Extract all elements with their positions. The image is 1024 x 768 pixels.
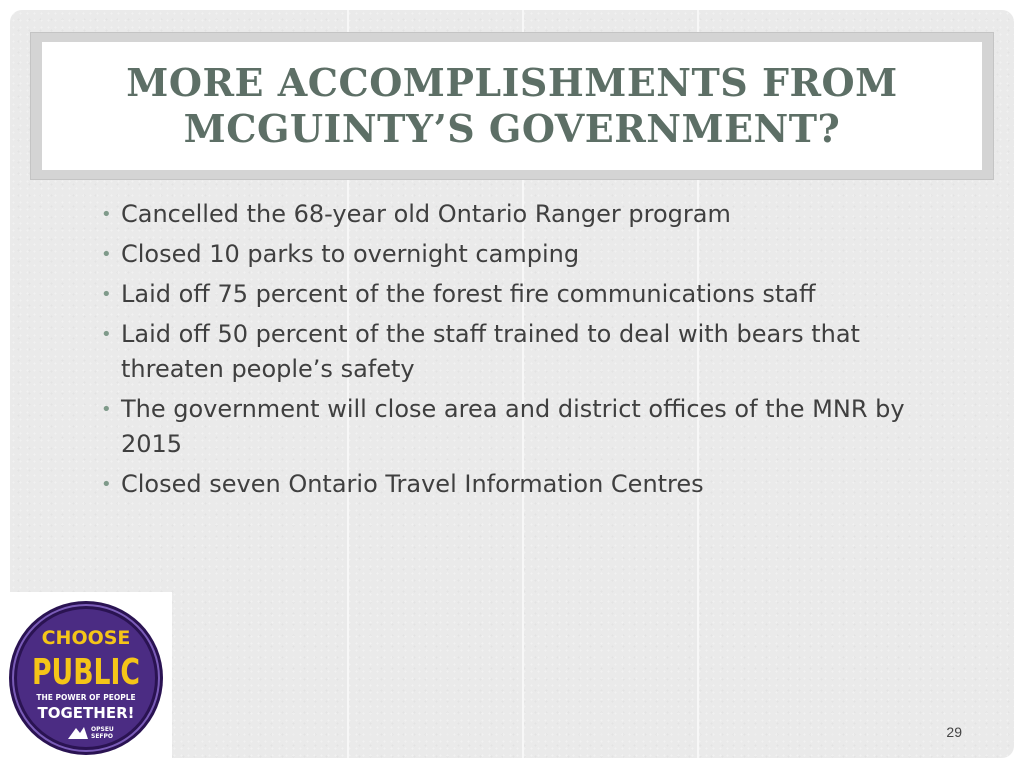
bullet-dot-icon: • [101,284,112,305]
title-frame [30,32,994,180]
bullet-dot-icon: • [101,244,112,265]
bullet-dot-icon: • [101,474,112,495]
title-box [42,42,982,170]
bullet-item [97,392,927,462]
bullet-item [97,277,927,312]
logo-org-top: OPSEU [91,726,114,733]
bullet-item [97,467,927,502]
bullet-item [97,317,927,387]
title-line-1: MORE ACCOMPLISHMENTS FROM [126,60,898,105]
page-number: 29 [946,724,962,740]
bullet-text: Closed seven Ontario Travel Information Centres [121,470,704,498]
bullet-text: Closed 10 parks to overnight camping [121,240,580,268]
logo-text-public: PUBLIC [32,652,140,693]
bullet-item [97,237,927,272]
logo-text-tagline: THE POWER OF PEOPLE [36,693,136,702]
slide-title [126,60,897,152]
bullet-text: Laid off 50 percent of the staff trained to deal with bears that threaten people’s safety [121,320,860,383]
bullet-text: Cancelled the 68-year old Ontario Ranger program [121,200,731,228]
title-line-2: MCGUINTY’S GOVERNMENT? [183,106,841,151]
logo-text-choose: CHOOSE [41,627,131,649]
choose-public-logo [8,600,164,756]
bullet-dot-icon: • [101,399,112,420]
bullet-item [97,197,927,232]
bullet-list [97,197,927,507]
logo-text-together: TOGETHER! [37,704,135,722]
bullet-text: Laid off 75 percent of the forest fire communications staff [121,280,816,308]
bullet-dot-icon: • [101,324,112,345]
bullet-dot-icon: • [101,204,112,225]
logo-org-bottom: SEFPO [91,733,114,740]
bullet-text: The government will close area and district offices of the MNR by 2015 [121,395,905,458]
